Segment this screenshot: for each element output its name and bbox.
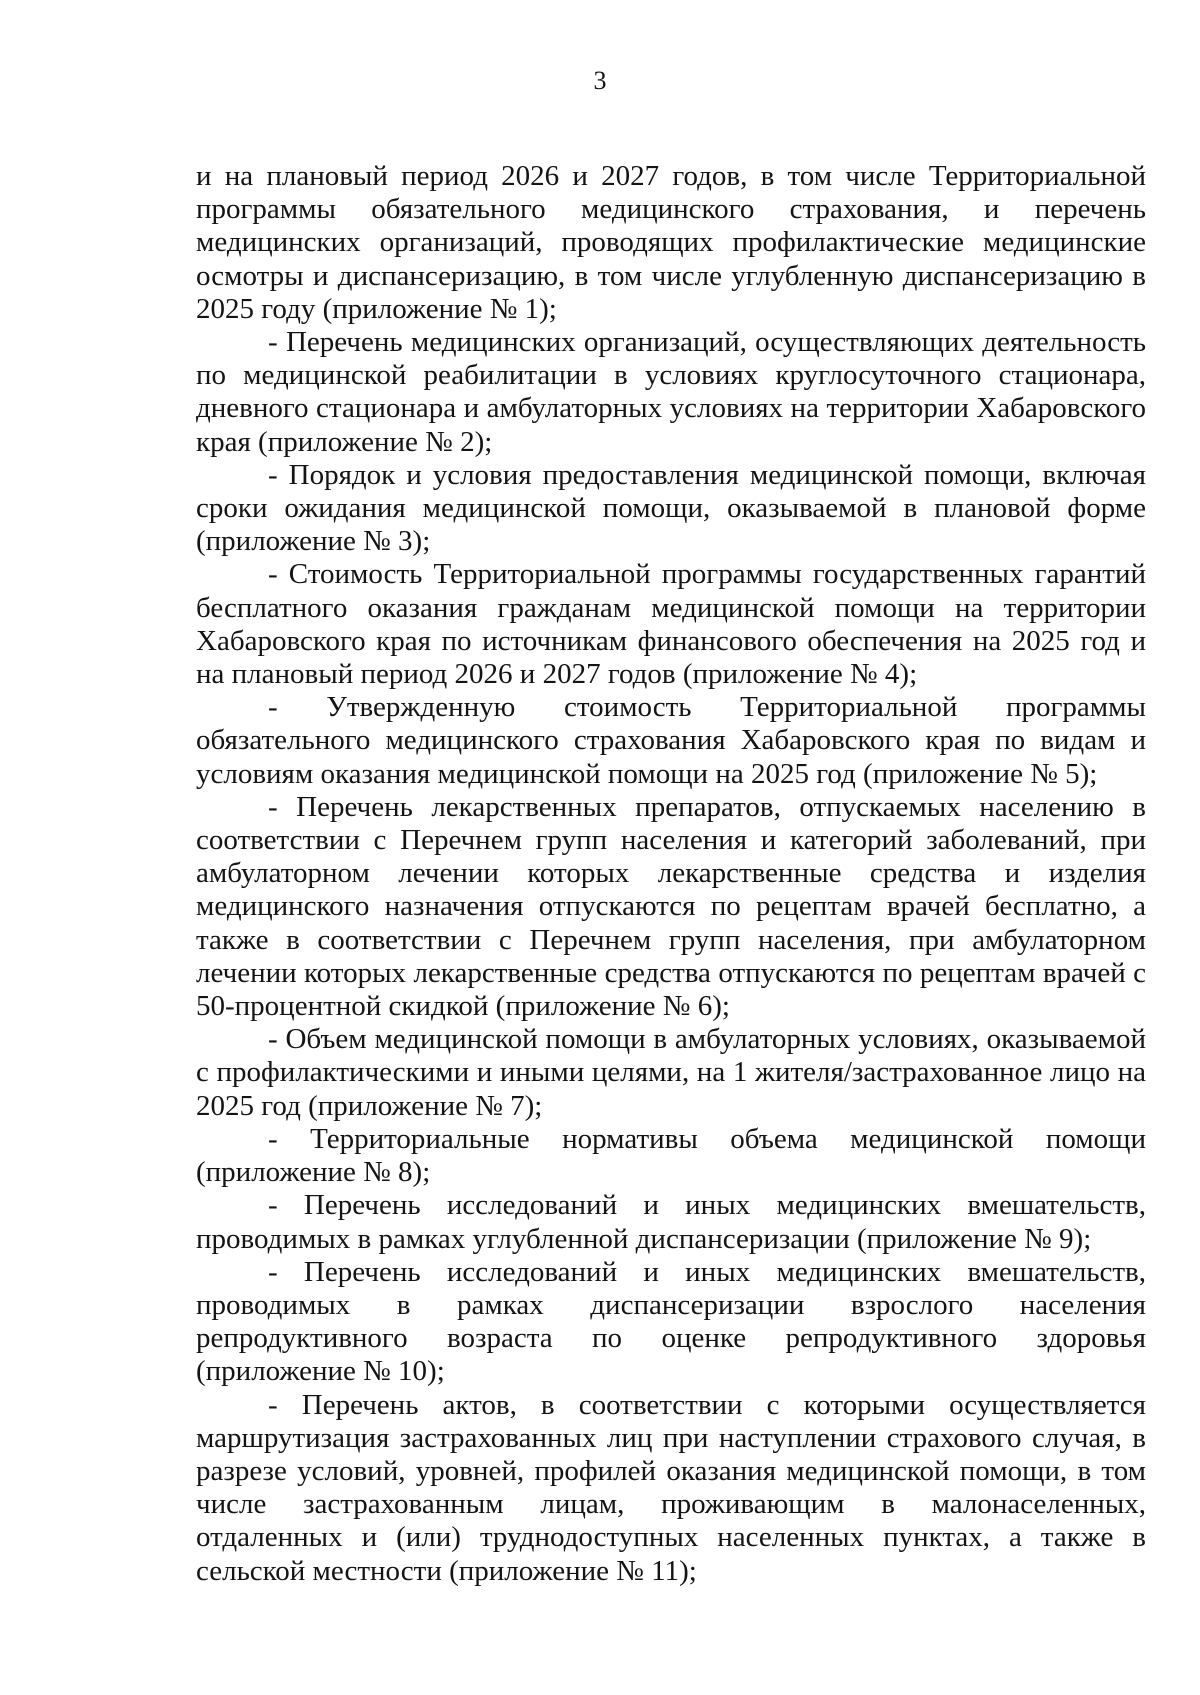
intro-paragraph: и на плановый период 2026 и 2027 годов, в том числе Территориальной программы обязательного медицинского страхования, и перечень медицинских организаций, проводящих профилактические медицинские осмотры и диспансеризацию, в том числе углубленную диспансеризацию в 2025 году (приложение № 1); <box>196 160 1146 325</box>
list-item: - Утвержденную стоимость Территориальной программы обязательного медицинского страхования Хабаровского края по видам и условиям оказания медицинской помощи на 2025 год (приложение № 5); <box>196 691 1146 790</box>
document-body <box>196 160 1146 1588</box>
list-item: - Перечень исследований и иных медицинских вмешательств, проводимых в рамках диспансеризации взрослого населения репродуктивного возраста по оценке репродуктивного здоровья (приложение № 10); <box>196 1255 1146 1388</box>
list-item: - Перечень лекарственных препаратов, отпускаемых населению в соответствии с Перечнем групп населения и категорий заболеваний, при амбулаторном лечении которых лекарственные средства и изделия медицинского назначения отпускаются по рецептам врачей бесплатно, а также в соответствии с Перечнем групп населения, при амбулаторном лечении которых лекарственные средства отпускаются по рецептам врачей с 50-процентной скидкой (приложение № 6); <box>196 790 1146 1023</box>
list-item: - Стоимость Территориальной программы государственных гарантий бесплатного оказания гражданам медицинской помощи на территории Хабаровского края по источникам финансового обеспечения на 2025 год и на плановый период 2026 и 2027 годов (приложение № 4); <box>196 558 1146 691</box>
list-item: - Перечень исследований и иных медицинских вмешательств, проводимых в рамках углубленной диспансеризации (приложение № 9); <box>196 1189 1146 1255</box>
page-number: 3 <box>593 66 607 95</box>
list-item: - Перечень актов, в соответствии с которыми осуществляется маршрутизация застрахованных лиц при наступлении страхового случая, в разрезе условий, уровней, профилей оказания медицинской помощи, в том числе застрахованным лицам, проживающим в малонаселенных, отдаленных и (или) труднодоступных населенных пунктах, а также в сельской местности (приложение № 11); <box>196 1388 1146 1587</box>
list-item: - Порядок и условия предоставления медицинской помощи, включая сроки ожидания медицинской помощи, оказываемой в плановой форме (приложение № 3); <box>196 458 1146 558</box>
list-item: - Перечень медицинских организаций, осуществляющих деятельность по медицинской реабилитации в условиях круглосуточного стационара, дневного стационара и амбулаторных условиях на территории Хабаровского края (приложение № 2); <box>196 326 1146 458</box>
list-item: - Объем медицинской помощи в амбулаторных условиях, оказываемой с профилактическими и иными целями, на 1 жителя/застрахованное лицо на 2025 год (приложение № 7); <box>196 1023 1146 1122</box>
list-item: - Территориальные нормативы объема медицинской помощи (приложение № 8); <box>196 1122 1146 1189</box>
